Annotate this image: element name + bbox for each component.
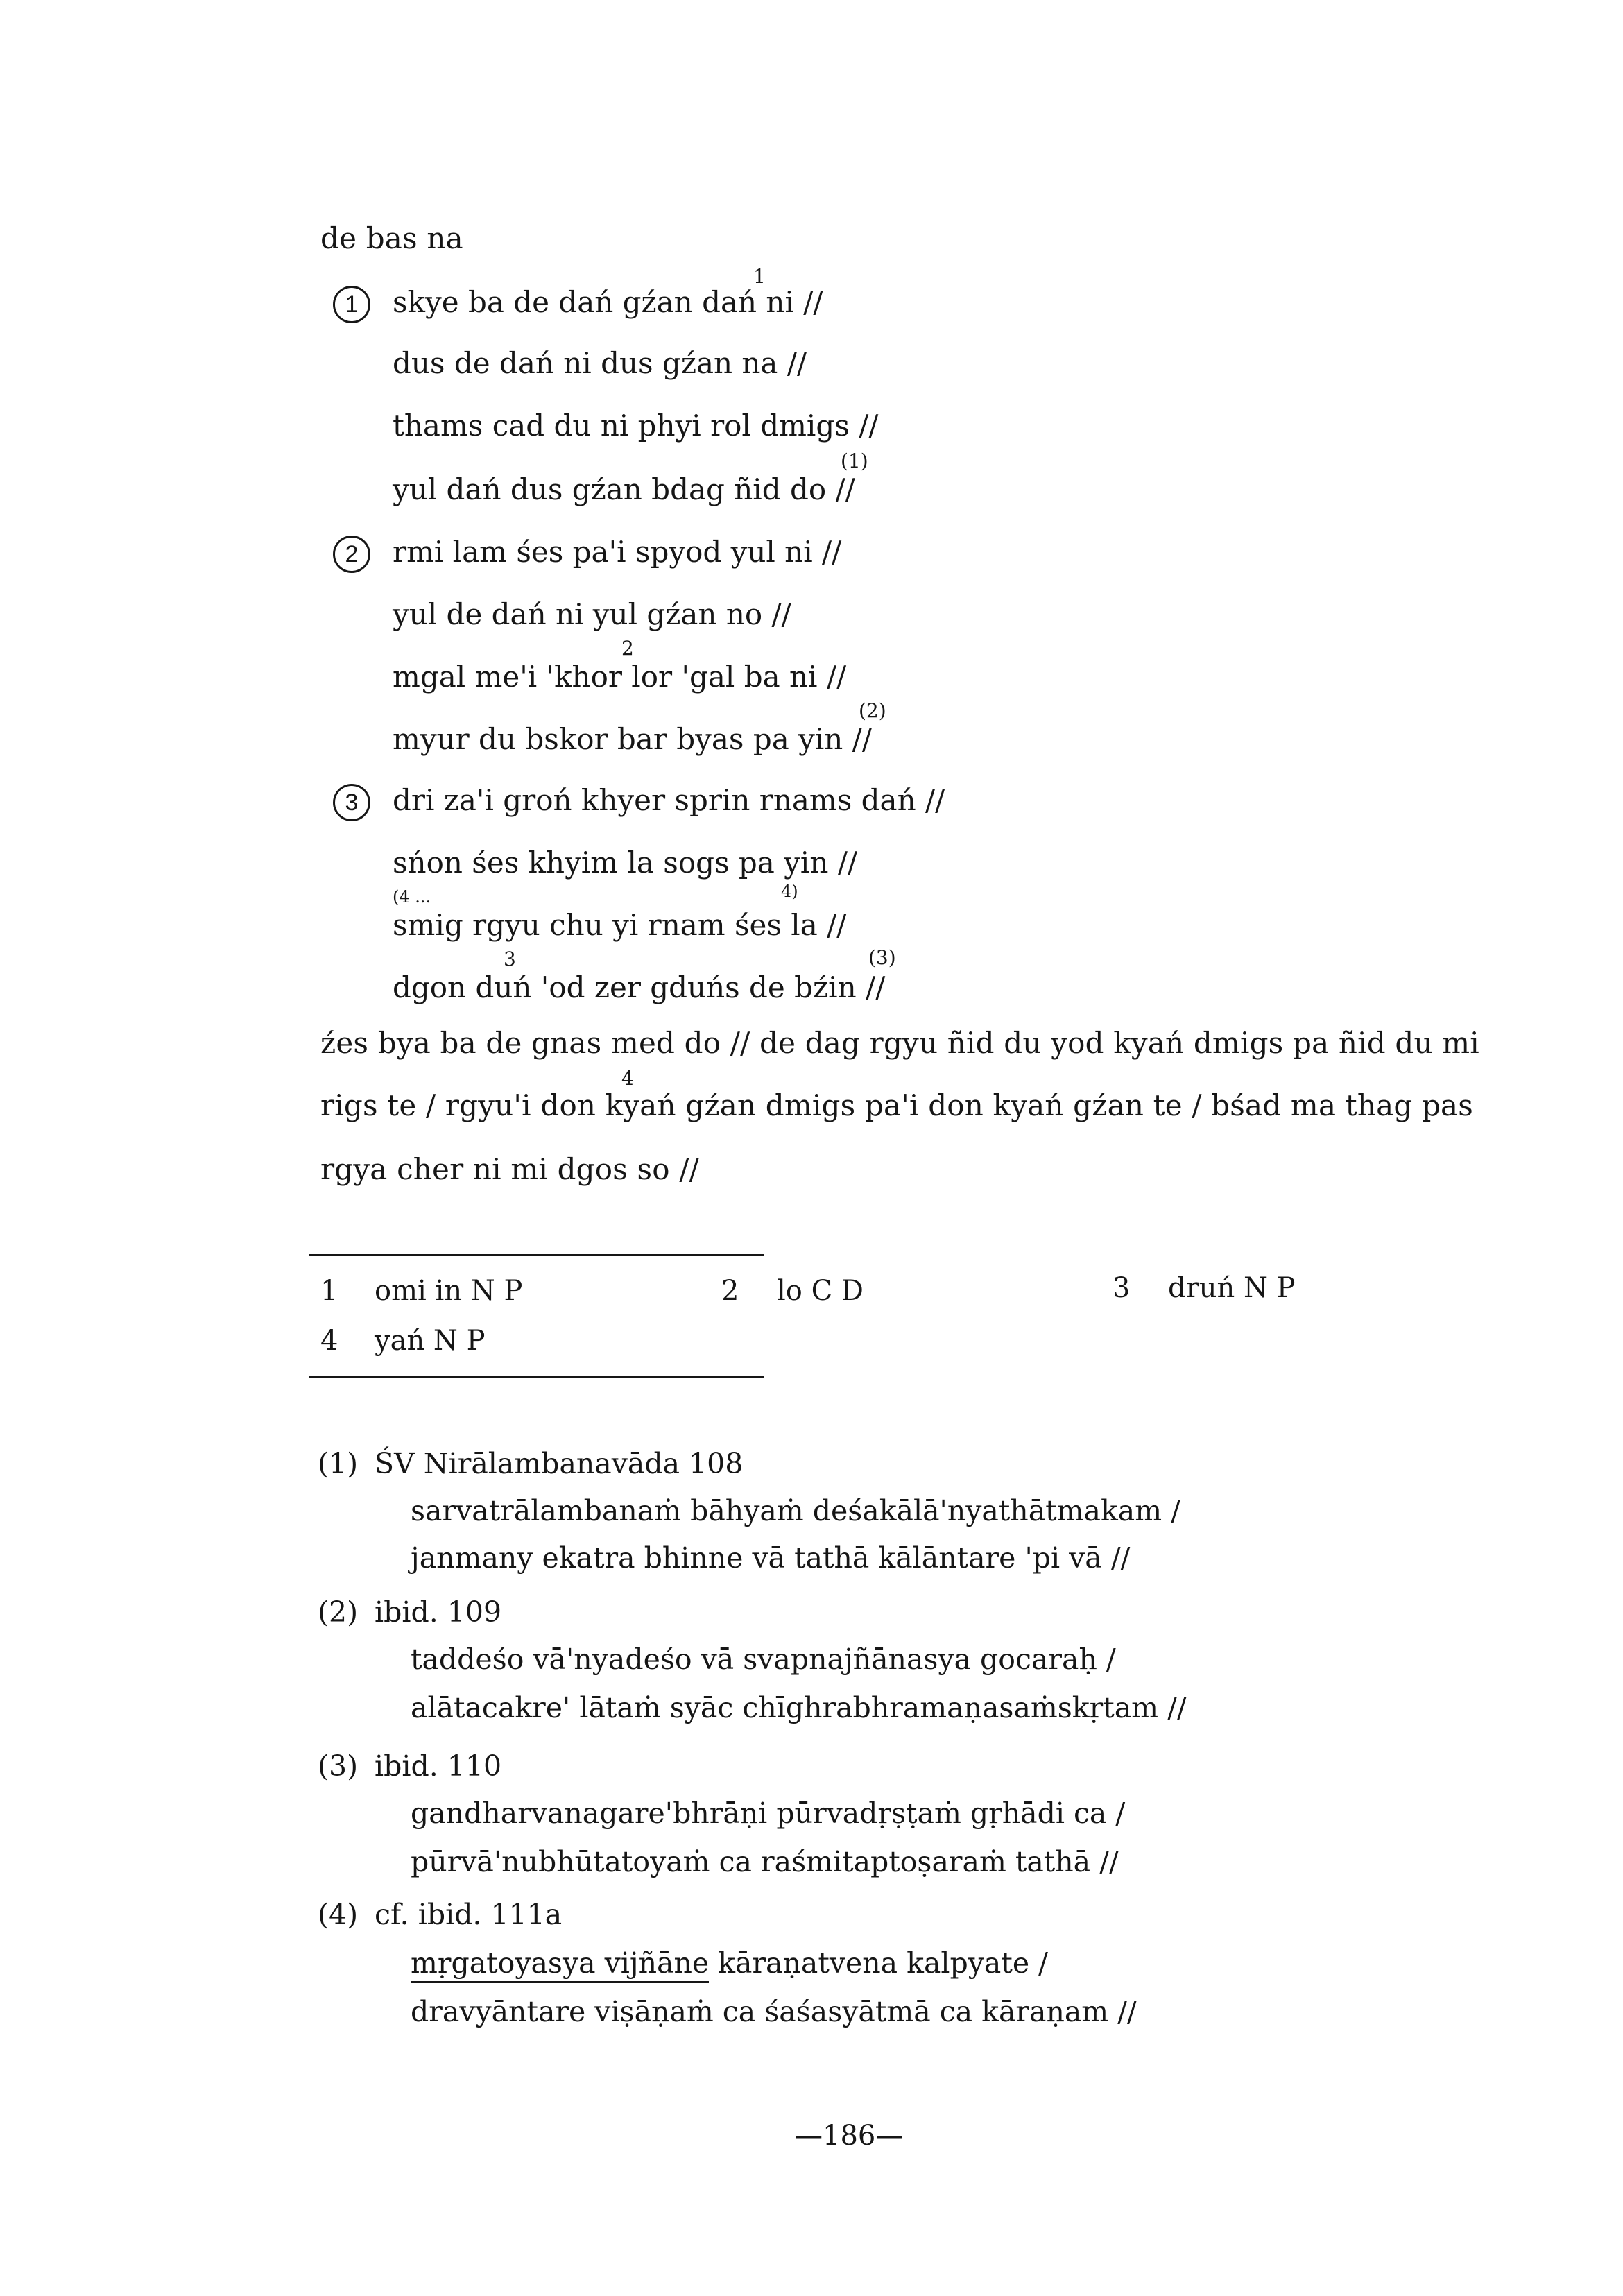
verse-3-line-4: dgon duń 'od zer gduńs de bźin // (393, 970, 886, 1004)
endnote-1-label: (1) (318, 1447, 359, 1480)
intro-text: de bas na (320, 221, 463, 255)
note-ref-1: (1) (841, 449, 868, 472)
endnote-2-line-2: alātacakre' lātaṁ syāc chīghrabhramaṇasaṁskṛtam // (411, 1691, 1187, 1724)
footnote-1-text: omi in N P (375, 1275, 523, 1307)
endnote-4-underlined: mṛgatoyasya vijñāne (411, 1946, 709, 1983)
endnote-3-label: (3) (318, 1749, 359, 1783)
endnote-4-line-1-rest: kāraṇatvena kalpyate / (709, 1946, 1048, 1980)
endnote-2-line-1: taddeśo vā'nyadeśo vā svapnajñānasya gocaraḥ / (411, 1643, 1116, 1676)
footnote-4-num: 4 (320, 1325, 338, 1357)
verse-1-line-3: thams cad du ni phyi rol dmigs // (393, 409, 879, 443)
variant-bracket-close: 4) (781, 882, 798, 901)
endnote-1-ref: ŚV Nirālambanavāda 108 (375, 1447, 744, 1480)
endnote-3-line-1: gandharvanagare'bhrāṇi pūrvadṛṣṭaṁ gṛhādi ca / (411, 1797, 1126, 1830)
footnote-rule-bottom (309, 1376, 764, 1378)
prose-line-2: rigs te / rgyu'i don kyań gźan dmigs pa'i don kyań gźan te / bśad ma thag pas (320, 1088, 1474, 1122)
variant-marker-2: 2 (621, 637, 634, 660)
note-ref-2: (2) (859, 699, 886, 722)
verse-2-line-4: myur du bskor bar byas pa yin // (393, 722, 872, 756)
endnote-4-ref: cf. ibid. 111a (375, 1898, 563, 1931)
endnote-3-line-2: pūrvā'nubhūtatoyaṁ ca raśmitaptoṣaraṁ tathā // (411, 1845, 1119, 1878)
endnote-2-label: (2) (318, 1595, 359, 1629)
verse-3-line-2: sńon śes khyim la sogs pa yin // (393, 846, 858, 880)
verse-2-line-2: yul de dań ni yul gźan no // (393, 597, 791, 631)
verse-2-line-1: rmi lam śes pa'i spyod yul ni // (393, 535, 842, 569)
endnote-2-ref: ibid. 109 (375, 1595, 502, 1629)
endnote-4-line-2: dravyāntare viṣāṇaṁ ca śaśasyātmā ca kāraṇam // (411, 1995, 1137, 2028)
verse-number-2: 2 (333, 536, 370, 573)
endnote-1-line-2: janmany ekatra bhinne vā tathā kālāntare 'pi vā // (411, 1541, 1131, 1575)
endnote-4-label: (4) (318, 1898, 359, 1931)
endnote-3-ref: ibid. 110 (375, 1749, 502, 1783)
variant-marker-4: 4 (621, 1067, 634, 1090)
footnote-2-text: lo C D (777, 1275, 864, 1307)
page-number: —186— (795, 2120, 904, 2152)
note-ref-3: (3) (868, 946, 896, 969)
verse-number-3: 3 (333, 784, 370, 821)
variant-marker-1: 1 (753, 265, 766, 288)
verse-3-line-3: smig rgyu chu yi rnam śes la // (393, 908, 847, 942)
verse-3-line-1: dri za'i groń khyer sprin rnams dań // (393, 783, 945, 817)
footnote-2-num: 2 (721, 1275, 739, 1307)
endnote-1-line-1: sarvatrālambanaṁ bāhyaṁ deśakālā'nyathātmakam / (411, 1494, 1180, 1527)
prose-line-1: źes bya ba de gnas med do // de dag rgyu ñid du yod kyań dmigs pa ñid du mi (320, 1026, 1479, 1060)
verse-1-line-2: dus de dań ni dus gźan na // (393, 346, 807, 380)
verse-2-line-3: mgal me'i 'khor lor 'gal ba ni // (393, 660, 847, 694)
variant-marker-3: 3 (504, 948, 516, 970)
footnote-rule-top (309, 1254, 764, 1256)
footnote-4-text: yań N P (375, 1325, 486, 1357)
footnote-3-text: druń N P (1168, 1272, 1296, 1304)
verse-1-line-4: yul dań dus gźan bdag ñid do // (393, 472, 855, 506)
footnote-1-num: 1 (320, 1275, 338, 1307)
endnote-4-line-1 (411, 1945, 1048, 1981)
footnote-3-num: 3 (1113, 1272, 1131, 1304)
prose-line-3: rgya cher ni mi dgos so // (320, 1152, 700, 1186)
verse-1-line-1: skye ba de dań gźan dań ni // (393, 285, 823, 319)
variant-bracket-open: (4 ... (393, 887, 431, 907)
verse-number-1: 1 (333, 286, 370, 323)
